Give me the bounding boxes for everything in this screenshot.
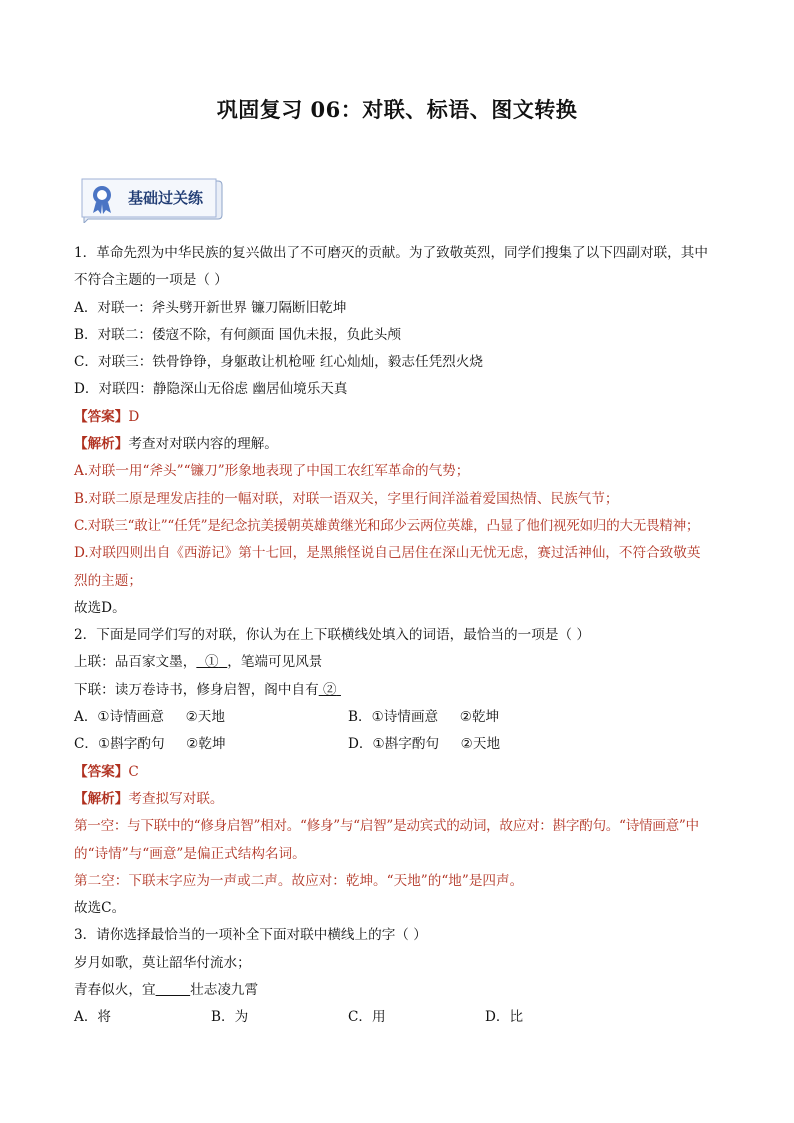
- lower-prefix: 青春似火，宜: [74, 982, 156, 999]
- option-part2: 乾坤: [471, 709, 500, 726]
- analysis-text: 考查拟写对联。: [128, 790, 224, 807]
- q2-upper-couplet: [74, 649, 724, 676]
- q1-explain-d-line1: D.对联四则出自《西游记》第十七回，是黑熊怪说自己居住在深山无忧无虑，赛过活神仙，不符合致敬英: [74, 545, 701, 562]
- option-label: B．: [348, 709, 372, 726]
- blank-1-number: ①: [205, 654, 219, 671]
- q1-analysis: [74, 431, 724, 458]
- num: ②: [185, 709, 198, 726]
- answer-tag: 【答案】: [74, 408, 129, 425]
- q1-explain-c: C.对联三“敢让”“任凭”是纪念抗美援朝英雄黄继光和邱少云两位英雄，凸显了他们视死如归的大无畏精神；: [74, 517, 700, 534]
- badge-label: 基础过关练: [128, 189, 204, 207]
- option-part2: 乾坤: [198, 736, 226, 753]
- option-part1: 斟字酌句: [110, 736, 165, 753]
- blank-2-number: ②: [323, 681, 337, 698]
- analysis-text: 考查对对联内容的理解。: [128, 436, 278, 453]
- analysis-tag: 【解析】: [74, 790, 129, 807]
- q2-explain-1a: 第一空：与下联中的“修身启智”相对。“修身”与“启智”是动宾式的动词，故应对：斟字酌句。“诗情画意”中: [74, 818, 699, 835]
- q1-stem-line1: 1．革命先烈为中华民族的复兴做出了不可磨灭的贡献。为了致敬英烈，同学们搜集了以下四副对联，其中: [74, 245, 708, 261]
- blank: [156, 982, 191, 998]
- num: ②: [460, 736, 473, 753]
- q1-answer: [74, 404, 724, 431]
- option-part1: 斟字酌句: [384, 736, 440, 753]
- analysis-tag: 【解析】: [74, 436, 129, 453]
- q2-options-row1: [74, 704, 724, 731]
- q2-options-row2: [74, 731, 724, 758]
- q1-explain-d-line2: 烈的主题；: [74, 572, 142, 589]
- answer-tag: 【答案】: [74, 763, 129, 780]
- answer-value: D: [128, 408, 140, 425]
- q2-stem: 2．下面是同学们写的对联，你认为在上下联横线处填入的词语，最恰当的一项是（ ）: [74, 627, 590, 644]
- option-label: C．: [74, 736, 98, 753]
- option-part2: 天地: [197, 709, 225, 726]
- q3-upper-couplet: 岁月如歌，莫让韶华付流水；: [74, 954, 251, 971]
- lower-prefix: 下联：读万卷诗书，修身启智，阁中自有: [74, 681, 319, 698]
- blank-1: [196, 654, 227, 670]
- q2-explain-1b: 的“诗情”与“画意”是偏正式结构名词。: [74, 845, 306, 862]
- q1-stem-line2: 不符合主题的一项是（ ）: [74, 272, 228, 289]
- section-badge: [78, 175, 224, 223]
- blank-2: [319, 682, 341, 698]
- q3-options: [74, 1004, 724, 1031]
- q2-conclusion: 故选C。: [74, 900, 126, 917]
- q3-option-a: A．将: [74, 1009, 112, 1026]
- num: ②: [186, 736, 199, 753]
- q2-option-b: [348, 704, 499, 731]
- q1-option-d: D．对联四：静隐深山无俗虑 幽居仙境乐天真: [74, 381, 348, 398]
- q2-analysis: [74, 786, 724, 813]
- q3-option-d: D．比: [485, 1009, 524, 1026]
- q1-explain-b: B.对联二原是理发店挂的一幅对联，对联一语双关，字里行间洋溢着爱国热情、民族气节；: [74, 490, 619, 507]
- option-label: D．: [348, 736, 373, 753]
- page-title: 巩固复习 06：对联、标语、图文转换: [216, 97, 578, 122]
- q1-option-b: B．对联二：倭寇不除，有何颜面 国仇未报，负此头颅: [74, 326, 401, 343]
- upper-suffix: ，笔端可见风景: [227, 654, 323, 671]
- option-part2: 天地: [472, 736, 501, 753]
- upper-prefix: 上联：品百家文墨，: [74, 654, 197, 671]
- lower-suffix: 壮志凌九霄: [190, 982, 259, 999]
- q1-conclusion: 故选D。: [74, 599, 126, 616]
- num: ②: [459, 709, 472, 726]
- option-label: A．: [74, 709, 98, 726]
- q3-stem: 3．请你选择最恰当的一项补全下面对联中横线上的字（ ）: [74, 927, 427, 944]
- q2-answer: [74, 759, 724, 786]
- option-part1: 诗情画意: [109, 709, 164, 726]
- q2-option-d: [348, 731, 500, 758]
- num: ①: [372, 736, 385, 753]
- q2-option-a: [74, 704, 348, 731]
- q2-option-c: [74, 731, 348, 758]
- q1-explain-a: A.对联一用“斧头”“镰刀”形象地表现了中国工农红军革命的气势；: [74, 463, 470, 480]
- q3-lower-couplet: [74, 977, 724, 1004]
- q1-option-c: C．对联三：铁骨铮铮，身躯敢让机枪哑 红心灿灿，毅志任凭烈火烧: [74, 354, 483, 371]
- q3-option-c: C．用: [348, 1009, 386, 1026]
- document-body: [74, 240, 724, 1032]
- q3-option-b: B．为: [211, 1009, 249, 1026]
- answer-value: C: [128, 763, 139, 780]
- q1-option-a: A．对联一：斧头劈开新世界 镰刀隔断旧乾坤: [74, 299, 347, 316]
- num: ①: [371, 709, 384, 726]
- q2-lower-couplet: [74, 677, 724, 704]
- q2-explain-2: 第二空：下联末字应为一声或二声。故应对：乾坤。“天地”的“地”是四声。: [74, 872, 524, 889]
- num: ①: [98, 736, 111, 753]
- option-part1: 诗情画意: [383, 709, 439, 726]
- num: ①: [97, 709, 110, 726]
